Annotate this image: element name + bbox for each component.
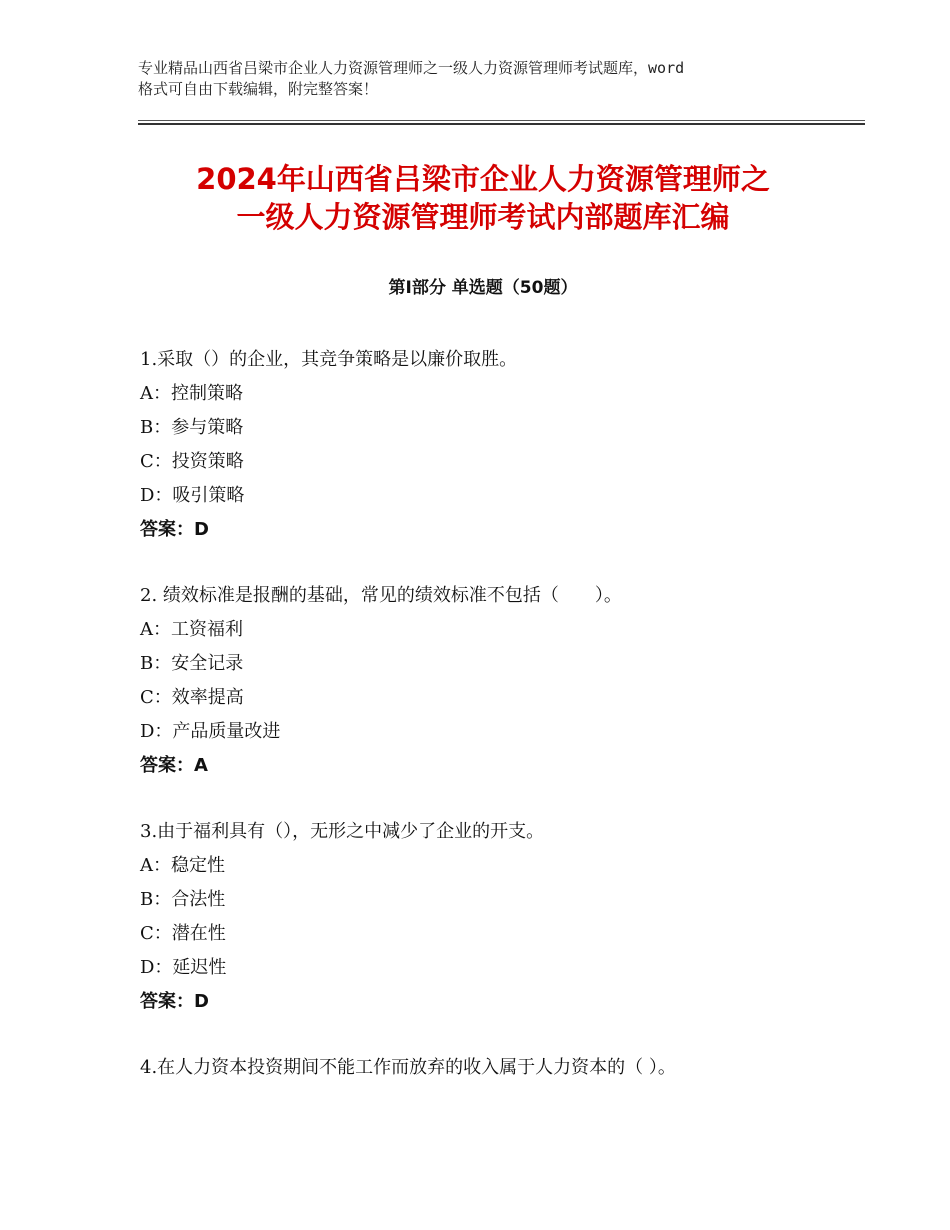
question-stem: 1.采取（）的企业，其竞争策略是以廉价取胜。	[140, 349, 518, 370]
page-title	[138, 160, 828, 236]
question-3	[140, 815, 840, 1019]
question-list	[140, 343, 840, 1117]
option-d: D：产品质量改进	[140, 721, 281, 742]
page-title-line-1: 2024年山西省吕梁市企业人力资源管理师之	[196, 162, 770, 196]
option-d: D：吸引策略	[140, 485, 245, 506]
header-note-line-1: 专业精品山西省吕梁市企业人力资源管理师之一级人力资源管理师考试题库，word	[138, 59, 685, 77]
header-divider-thin	[138, 120, 865, 121]
question-4	[140, 1051, 840, 1085]
header-note-line-2: 格式可自由下载编辑，附完整答案！	[138, 80, 379, 98]
option-b: B：合法性	[140, 889, 226, 910]
option-a: A：稳定性	[140, 855, 225, 876]
answer-label: 答案：A	[140, 755, 208, 776]
question-stem: 4.在人力资本投资期间不能工作而放弃的收入属于人力资本的（ ）。	[140, 1057, 676, 1078]
answer-label: 答案：D	[140, 991, 209, 1012]
option-d: D：延迟性	[140, 957, 227, 978]
question-2	[140, 579, 840, 783]
option-a: A：工资福利	[140, 619, 243, 640]
answer-label: 答案：D	[140, 519, 209, 540]
option-a: A：控制策略	[140, 383, 243, 404]
option-b: B：参与策略	[140, 417, 244, 438]
question-stem: 2. 绩效标准是报酬的基础，常见的绩效标准不包括（ ）。	[140, 585, 622, 606]
page-title-line-2: 一级人力资源管理师考试内部题库汇编	[236, 200, 730, 234]
section-heading: 第Ⅰ部分 单选题（50题）	[388, 278, 578, 298]
question-stem: 3.由于福利具有（），无形之中减少了企业的开支。	[140, 821, 545, 842]
header-note	[138, 58, 828, 100]
option-c: C：效率提高	[140, 687, 244, 708]
option-b: B：安全记录	[140, 653, 244, 674]
header-divider-thick	[138, 123, 865, 125]
option-c: C：投资策略	[140, 451, 244, 472]
question-1	[140, 343, 840, 547]
option-c: C：潜在性	[140, 923, 226, 944]
